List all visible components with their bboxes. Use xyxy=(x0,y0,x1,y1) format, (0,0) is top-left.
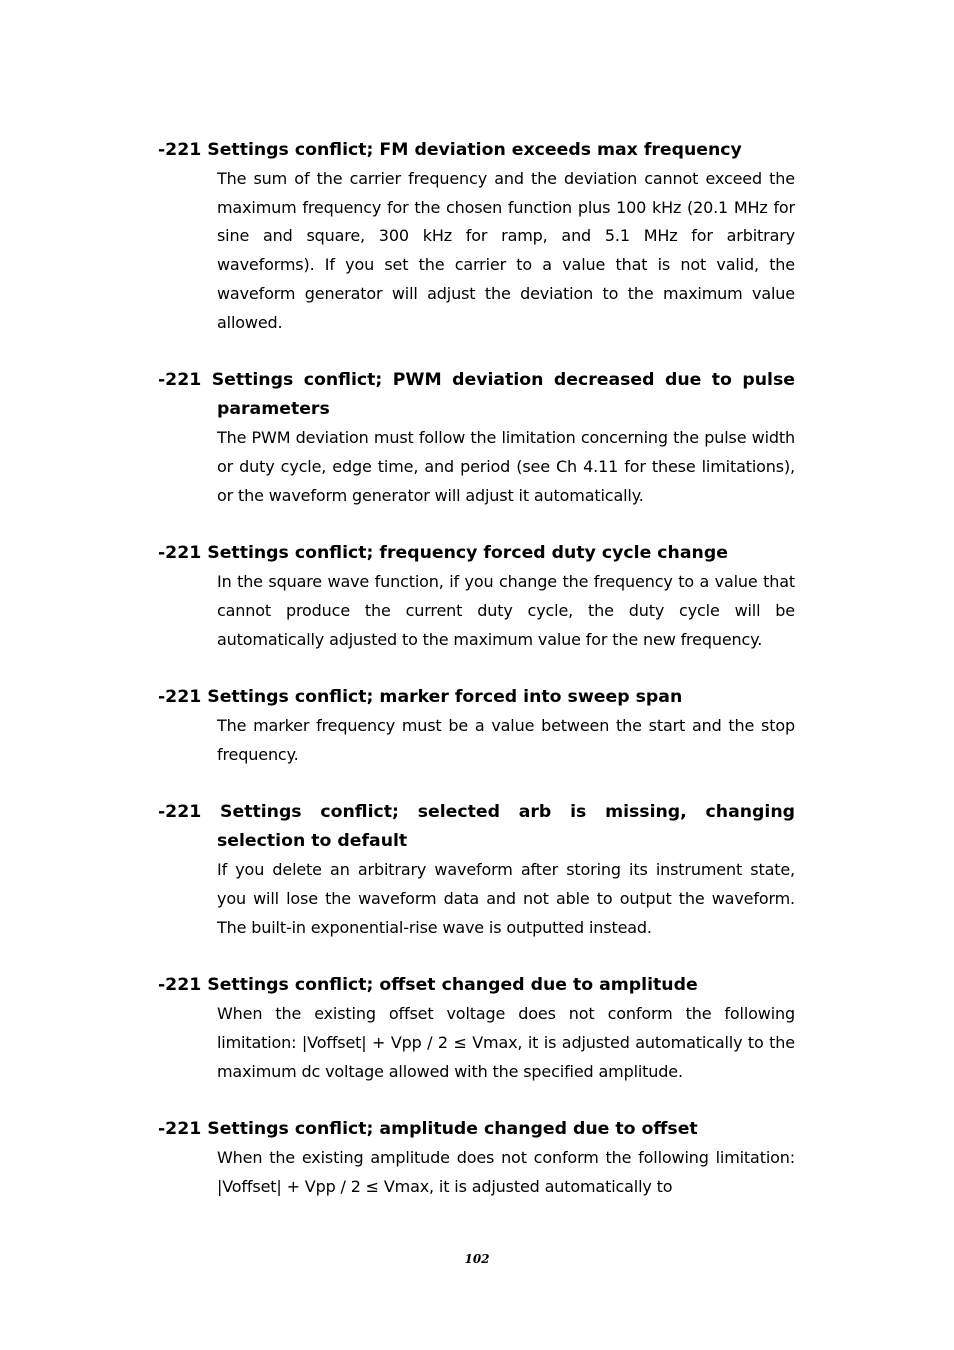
error-entry xyxy=(158,798,795,942)
error-entry xyxy=(158,366,795,510)
error-description: The marker frequency must be a value between the start and the stop frequency. xyxy=(217,715,795,764)
error-heading: -221 Settings conflict; offset changed due to amplitude xyxy=(158,975,698,996)
error-entry xyxy=(158,1115,795,1201)
error-heading: -221 Settings conflict; amplitude changed due to offset xyxy=(158,1119,698,1140)
error-heading: -221 Settings conflict; FM deviation exceeds max frequency xyxy=(158,140,742,160)
error-description: When the existing amplitude does not conform the following limitation: |Voffset| + Vpp / 2 ≤ Vmax, it is adjusted automatically to xyxy=(217,1147,795,1196)
error-entry xyxy=(158,971,795,1086)
document-body xyxy=(158,136,795,1230)
error-description: The PWM deviation must follow the limitation concerning the pulse width or duty cycle, edge time, and period (see Ch 4.11 for these limitations), or the waveform generator will adjust it automatically. xyxy=(217,427,795,505)
error-description: If you delete an arbitrary waveform after storing its instrument state, you will lose the waveform data and not able to output the waveform. The built-in exponential-rise wave is outputted instead. xyxy=(217,859,795,937)
error-heading: -221 Settings conflict; frequency forced duty cycle change xyxy=(158,543,728,564)
error-heading: -221 Settings conflict; selected arb is missing, changing selection to default xyxy=(158,802,795,852)
error-heading: -221 Settings conflict; marker forced into sweep span xyxy=(158,687,683,708)
error-description: The sum of the carrier frequency and the deviation cannot exceed the maximum frequency for the chosen function plus 100 kHz (20.1 MHz for sine and square, 300 kHz for ramp, and 5.1 MHz for arbitrary waveforms). If you set the carrier to a value that is not valid, the waveform generator will adjust the deviation to the maximum value allowed. xyxy=(217,168,795,332)
error-entry xyxy=(158,683,795,769)
error-entry xyxy=(158,136,795,338)
page-number: 102 xyxy=(464,1252,490,1266)
error-heading: -221 Settings conflict; PWM deviation decreased due to pulse parameters xyxy=(158,370,795,420)
error-description: When the existing offset voltage does not conform the following limitation: |Voffset| + Vpp / 2 ≤ Vmax, it is adjusted automatically to the maximum dc voltage allowed with the specified amplitude. xyxy=(217,1003,795,1081)
error-description: In the square wave function, if you change the frequency to a value that cannot produce the current duty cycle, the duty cycle will be automatically adjusted to the maximum value for the new frequency. xyxy=(217,571,795,649)
error-entry xyxy=(158,539,795,654)
